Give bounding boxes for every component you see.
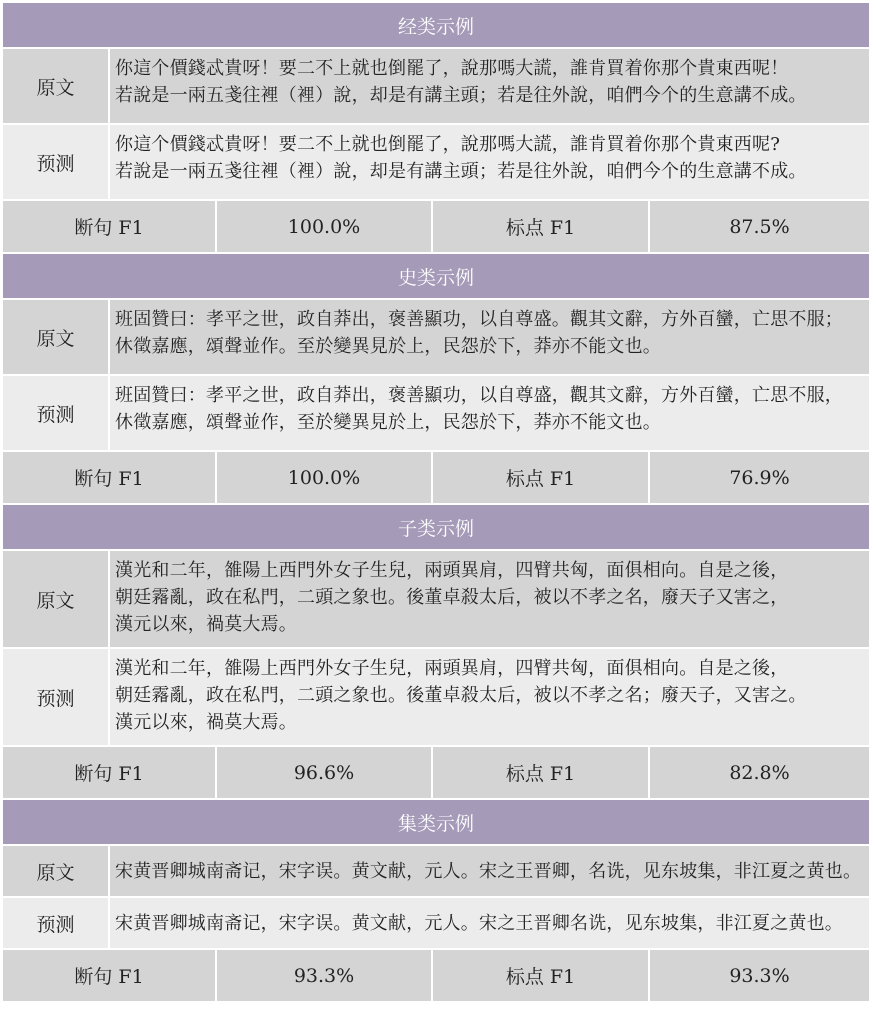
original-row <box>3 49 869 125</box>
text-line: 漢光和二年，雒陽上西門外女子生兒，兩頭異肩，四臂共匈，面俱相向。自是之後， <box>115 658 789 679</box>
text-line: 班固贊曰：孝平之世，政自莽出，褒善顯功，以自尊盛，觀其文辭，方外百蠻，亡思不服， <box>115 385 843 406</box>
sent-f1-label: 断句 F1 <box>3 747 217 798</box>
text-line: 漢元以來，禍莫大焉。 <box>115 614 297 635</box>
sent-f1-label: 断句 F1 <box>3 201 217 252</box>
sent-f1-label: 断句 F1 <box>3 950 217 1001</box>
metrics-row <box>3 452 869 505</box>
predicted-label: 预测 <box>3 649 110 745</box>
original-label: 原文 <box>3 49 110 123</box>
metrics-row <box>3 201 869 254</box>
text-line: 漢元以來，禍莫大焉。 <box>115 712 297 733</box>
original-label: 原文 <box>3 300 110 374</box>
original-label: 原文 <box>3 846 110 896</box>
punc-f1-value: 82.8% <box>729 761 790 784</box>
original-row <box>3 551 869 649</box>
metrics-row <box>3 747 869 800</box>
predicted-label: 预测 <box>3 376 110 450</box>
predicted-row <box>3 898 869 950</box>
text-line: 你這个價錢忒貴呀！要二不上就也倒罷了，說那嗎大謊，誰肯買着你那个貴東西呢！ <box>115 58 789 79</box>
text-line: 宋黄晋卿城南斋记，宋字误。黄文献，元人。宋之王晋卿名诜，见东坡集，非江夏之黄也。 <box>115 912 843 934</box>
original-row <box>3 300 869 376</box>
predicted-label: 预测 <box>3 898 110 948</box>
original-text <box>110 300 869 374</box>
predicted-text <box>110 376 869 450</box>
punc-f1-label: 标点 F1 <box>433 452 650 503</box>
original-text <box>110 846 869 896</box>
section-header: 经类示例 <box>3 3 869 49</box>
section-header: 史类示例 <box>3 254 869 300</box>
text-line: 朝廷霿亂，政在私門，二頭之象也。後董卓殺太后，被以不孝之名；廢天子，又害之。 <box>115 685 807 706</box>
text-line: 漢光和二年，雒陽上西門外女子生兒，兩頭異肩，四臂共匈，面俱相向。自是之後， <box>115 560 789 581</box>
text-line: 若說是一兩五戔往裡（裡）說，却是有講主頭；若是往外說，咱們今个的生意講不成。 <box>115 161 807 182</box>
punc-f1-value: 93.3% <box>729 964 790 987</box>
predicted-row <box>3 376 869 452</box>
section-header: 集类示例 <box>3 800 869 846</box>
predicted-row <box>3 125 869 201</box>
examples-table <box>3 0 869 1003</box>
original-text <box>110 49 869 123</box>
predicted-text <box>110 898 869 948</box>
sent-f1-value: 93.3% <box>217 950 433 1001</box>
sent-f1-value: 100.0% <box>217 201 433 252</box>
text-line: 班固贊曰：孝平之世，政自莽出，褒善顯功，以自尊盛。觀其文辭，方外百蠻，亡思不服； <box>115 309 843 330</box>
text-line: 休徵嘉應，頌聲並作，至於變異見於上，民怨於下，莽亦不能文也。 <box>115 412 661 433</box>
text-line: 休徵嘉應，頌聲並作。至於變異見於上，民怨於下，莽亦不能文也。 <box>115 336 661 357</box>
predicted-text <box>110 125 869 199</box>
original-row <box>3 846 869 898</box>
metrics-row <box>3 950 869 1003</box>
punc-f1-label: 标点 F1 <box>433 950 650 1001</box>
sent-f1-label: 断句 F1 <box>3 452 217 503</box>
predicted-row <box>3 649 869 747</box>
punc-f1-value: 76.9% <box>729 466 790 489</box>
text-line: 朝廷霿亂，政在私門，二頭之象也。後董卓殺太后，被以不孝之名，廢天子又害之， <box>115 587 789 608</box>
sent-f1-value: 100.0% <box>217 452 433 503</box>
section-header: 子类示例 <box>3 505 869 551</box>
text-line: 若說是一兩五戔往裡（裡）說，却是有講主頭；若是往外說，咱們今个的生意講不成。 <box>115 85 807 106</box>
text-line: 宋黄晋卿城南斋记，宋字误。黄文献，元人。宋之王晋卿，名诜，见东坡集，非江夏之黄也。 <box>115 860 862 882</box>
punc-f1-label: 标点 F1 <box>433 201 650 252</box>
original-text <box>110 551 869 647</box>
original-label: 原文 <box>3 551 110 647</box>
punc-f1-value: 87.5% <box>729 215 790 238</box>
predicted-text <box>110 649 869 745</box>
punc-f1-label: 标点 F1 <box>433 747 650 798</box>
predicted-label: 预测 <box>3 125 110 199</box>
text-line: 你這个價錢忒貴呀！要二不上就也倒罷了，說那嗎大謊，誰肯買着你那个貴東西呢? <box>115 134 781 155</box>
sent-f1-value: 96.6% <box>217 747 433 798</box>
